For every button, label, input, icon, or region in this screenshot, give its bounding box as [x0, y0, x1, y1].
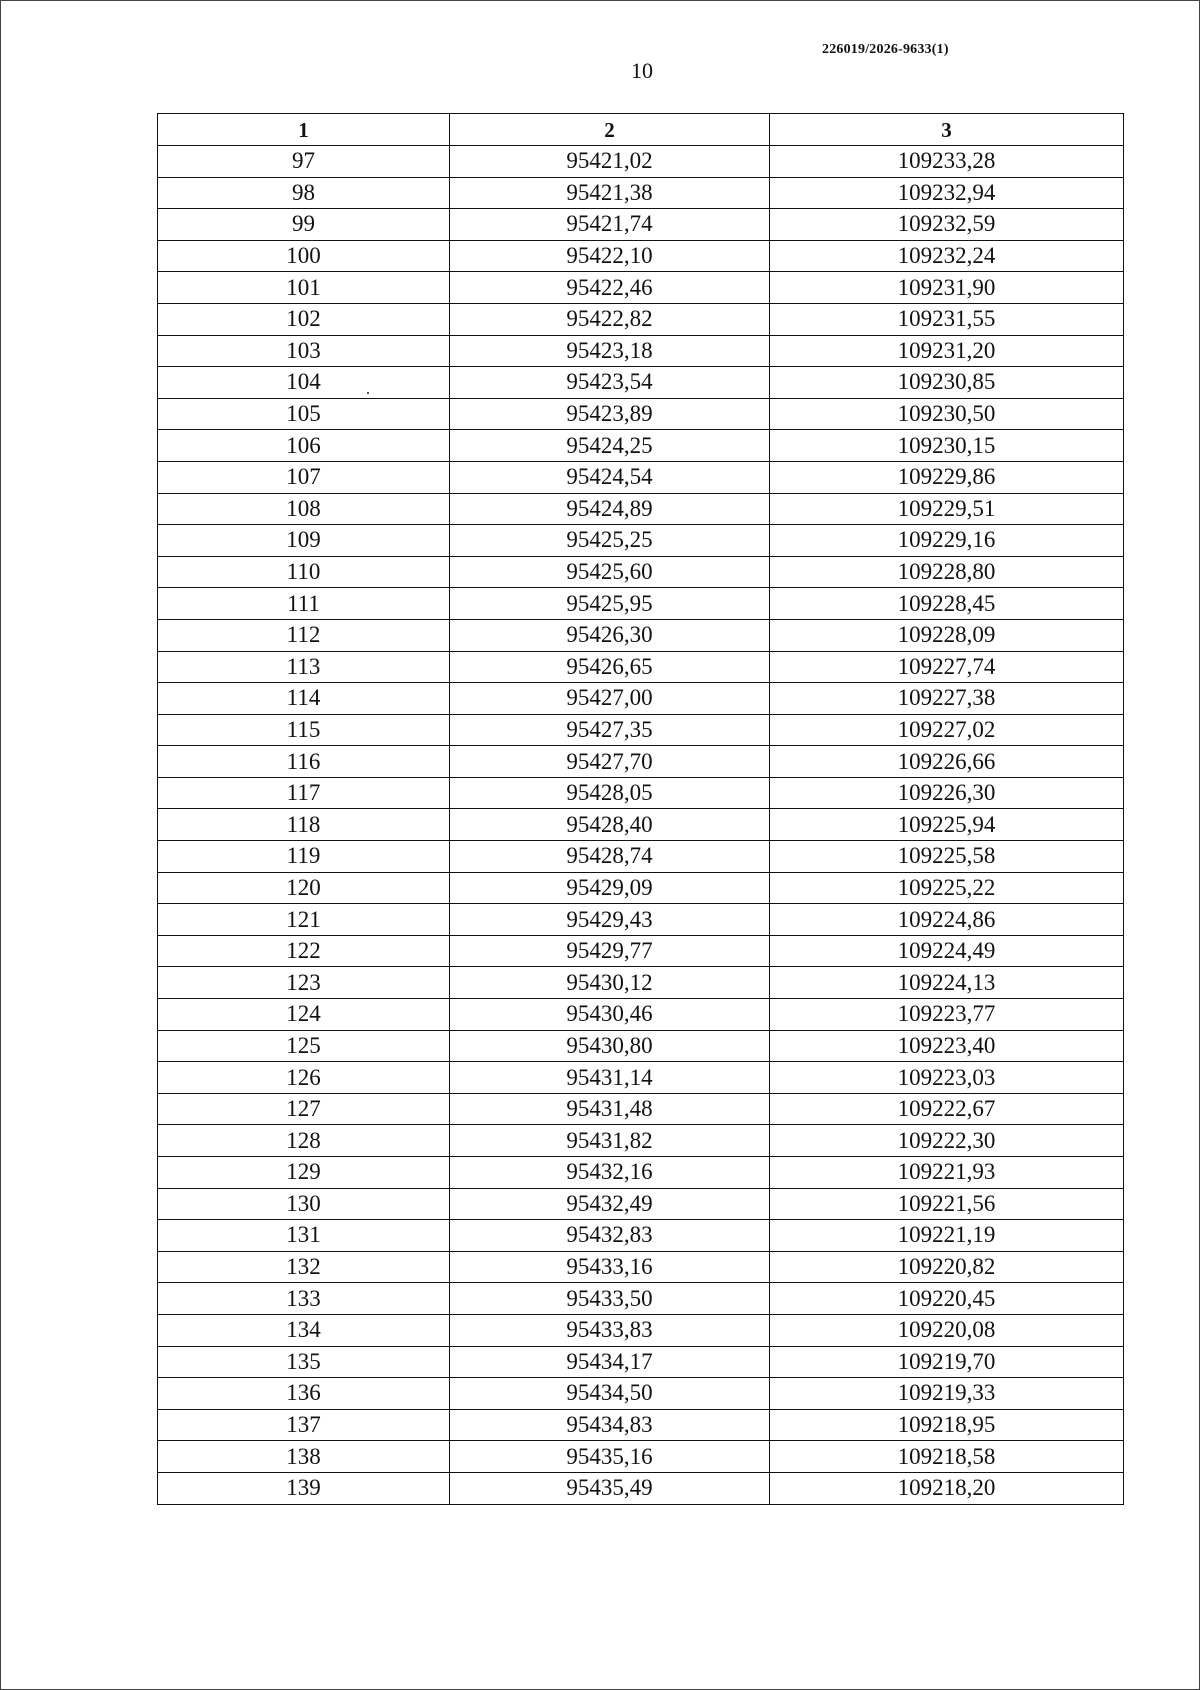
table-row — [158, 1220, 1124, 1252]
header-cell-3: 3 — [770, 114, 1124, 146]
y-coordinate-cell: 109228,09 — [770, 619, 1124, 651]
x-coordinate-cell: 95425,95 — [450, 588, 770, 620]
table-row — [158, 1125, 1124, 1157]
point-number-cell: 125 — [158, 1030, 450, 1062]
point-number-cell: 107 — [158, 461, 450, 493]
point-number-cell: 99 — [158, 209, 450, 241]
y-coordinate-cell: 109230,50 — [770, 398, 1124, 430]
x-coordinate-cell: 95431,14 — [450, 1062, 770, 1094]
y-coordinate-cell: 109227,74 — [770, 651, 1124, 683]
table-row — [158, 809, 1124, 841]
x-coordinate-cell: 95433,50 — [450, 1283, 770, 1315]
point-number-cell: 137 — [158, 1409, 450, 1441]
table-row — [158, 1472, 1124, 1504]
x-coordinate-cell: 95435,16 — [450, 1441, 770, 1473]
point-number-cell: 110 — [158, 556, 450, 588]
table-row — [158, 746, 1124, 778]
table-row — [158, 430, 1124, 462]
point-number-cell: 124 — [158, 999, 450, 1031]
table-row — [158, 1283, 1124, 1315]
point-number-cell: 115 — [158, 714, 450, 746]
x-coordinate-cell: 95421,74 — [450, 209, 770, 241]
table-row — [158, 1378, 1124, 1410]
table-row — [158, 619, 1124, 651]
y-coordinate-cell: 109231,55 — [770, 303, 1124, 335]
x-coordinate-cell: 95427,00 — [450, 683, 770, 715]
x-coordinate-cell: 95433,16 — [450, 1251, 770, 1283]
point-number-cell: 121 — [158, 904, 450, 936]
point-number-cell: 111 — [158, 588, 450, 620]
x-coordinate-cell: 95434,83 — [450, 1409, 770, 1441]
table-row — [158, 493, 1124, 525]
point-number-cell: 131 — [158, 1220, 450, 1252]
y-coordinate-cell: 109218,20 — [770, 1472, 1124, 1504]
table-row — [158, 240, 1124, 272]
point-number-cell: 126 — [158, 1062, 450, 1094]
x-coordinate-cell: 95432,83 — [450, 1220, 770, 1252]
y-coordinate-cell: 109233,28 — [770, 146, 1124, 178]
x-coordinate-cell: 95422,10 — [450, 240, 770, 272]
y-coordinate-cell: 109224,13 — [770, 967, 1124, 999]
y-coordinate-cell: 109232,94 — [770, 177, 1124, 209]
point-number-cell: 101 — [158, 272, 450, 304]
y-coordinate-cell: 109225,22 — [770, 872, 1124, 904]
y-coordinate-cell: 109222,67 — [770, 1093, 1124, 1125]
point-number-cell: 100 — [158, 240, 450, 272]
point-number-cell: 127 — [158, 1093, 450, 1125]
point-number-cell: 120 — [158, 872, 450, 904]
x-coordinate-cell: 95425,60 — [450, 556, 770, 588]
y-coordinate-cell: 109224,86 — [770, 904, 1124, 936]
y-coordinate-cell: 109231,20 — [770, 335, 1124, 367]
x-coordinate-cell: 95431,48 — [450, 1093, 770, 1125]
page-number: 10 — [631, 58, 653, 83]
point-number-cell: 108 — [158, 493, 450, 525]
x-coordinate-cell: 95426,30 — [450, 619, 770, 651]
table-row — [158, 209, 1124, 241]
table-row — [158, 1093, 1124, 1125]
x-coordinate-cell: 95428,40 — [450, 809, 770, 841]
y-coordinate-cell: 109222,30 — [770, 1125, 1124, 1157]
x-coordinate-cell: 95424,25 — [450, 430, 770, 462]
table-row — [158, 651, 1124, 683]
table-row — [158, 1441, 1124, 1473]
y-coordinate-cell: 109223,40 — [770, 1030, 1124, 1062]
coordinates-table — [157, 113, 1124, 1505]
point-number-cell: 122 — [158, 935, 450, 967]
table-row — [158, 1030, 1124, 1062]
table-row — [158, 1188, 1124, 1220]
point-number-cell: 130 — [158, 1188, 450, 1220]
table-header — [158, 114, 1124, 146]
y-coordinate-cell: 109223,77 — [770, 999, 1124, 1031]
table-row — [158, 303, 1124, 335]
point-number-cell: 114 — [158, 683, 450, 715]
table-row — [158, 367, 1124, 399]
table-row — [158, 1314, 1124, 1346]
y-coordinate-cell: 109227,02 — [770, 714, 1124, 746]
table-row — [158, 525, 1124, 557]
y-coordinate-cell: 109219,33 — [770, 1378, 1124, 1410]
y-coordinate-cell: 109218,58 — [770, 1441, 1124, 1473]
point-number-cell: 138 — [158, 1441, 450, 1473]
x-coordinate-cell: 95432,16 — [450, 1157, 770, 1189]
point-number-cell: 109 — [158, 525, 450, 557]
point-number-cell: 117 — [158, 777, 450, 809]
y-coordinate-cell: 109232,59 — [770, 209, 1124, 241]
y-coordinate-cell: 109218,95 — [770, 1409, 1124, 1441]
table-row — [158, 1157, 1124, 1189]
y-coordinate-cell: 109230,85 — [770, 367, 1124, 399]
x-coordinate-cell: 95427,35 — [450, 714, 770, 746]
x-coordinate-cell: 95426,65 — [450, 651, 770, 683]
x-coordinate-cell: 95430,46 — [450, 999, 770, 1031]
y-coordinate-cell: 109226,30 — [770, 777, 1124, 809]
x-coordinate-cell: 95433,83 — [450, 1314, 770, 1346]
point-number-cell: 134 — [158, 1314, 450, 1346]
y-coordinate-cell: 109221,93 — [770, 1157, 1124, 1189]
table-row — [158, 714, 1124, 746]
table-row — [158, 398, 1124, 430]
point-number-cell: 118 — [158, 809, 450, 841]
y-coordinate-cell: 109223,03 — [770, 1062, 1124, 1094]
table-row — [158, 146, 1124, 178]
y-coordinate-cell: 109220,82 — [770, 1251, 1124, 1283]
point-number-cell: 103 — [158, 335, 450, 367]
point-number-cell: 123 — [158, 967, 450, 999]
y-coordinate-cell: 109226,66 — [770, 746, 1124, 778]
x-coordinate-cell: 95421,02 — [450, 146, 770, 178]
x-coordinate-cell: 95424,54 — [450, 461, 770, 493]
table-row — [158, 588, 1124, 620]
x-coordinate-cell: 95429,77 — [450, 935, 770, 967]
x-coordinate-cell: 95425,25 — [450, 525, 770, 557]
table-row — [158, 1409, 1124, 1441]
point-number-cell: 132 — [158, 1251, 450, 1283]
table-row — [158, 777, 1124, 809]
table-row — [158, 872, 1124, 904]
table-row — [158, 335, 1124, 367]
point-number-cell: 97 — [158, 146, 450, 178]
y-coordinate-cell: 109225,58 — [770, 841, 1124, 873]
table-row — [158, 904, 1124, 936]
y-coordinate-cell: 109221,56 — [770, 1188, 1124, 1220]
y-coordinate-cell: 109219,70 — [770, 1346, 1124, 1378]
point-number-cell: 139 — [158, 1472, 450, 1504]
point-number-cell: 119 — [158, 841, 450, 873]
x-coordinate-cell: 95430,12 — [450, 967, 770, 999]
y-coordinate-cell: 109228,45 — [770, 588, 1124, 620]
document-id: 226019/2026-9633(1) — [822, 42, 949, 57]
point-number-cell: 105 — [158, 398, 450, 430]
x-coordinate-cell: 95434,17 — [450, 1346, 770, 1378]
x-coordinate-cell: 95427,70 — [450, 746, 770, 778]
point-number-cell: 128 — [158, 1125, 450, 1157]
table-row — [158, 1346, 1124, 1378]
x-coordinate-cell: 95435,49 — [450, 1472, 770, 1504]
table-row — [158, 935, 1124, 967]
point-number-cell: 133 — [158, 1283, 450, 1315]
x-coordinate-cell: 95431,82 — [450, 1125, 770, 1157]
y-coordinate-cell: 109229,86 — [770, 461, 1124, 493]
x-coordinate-cell: 95423,89 — [450, 398, 770, 430]
x-coordinate-cell: 95429,43 — [450, 904, 770, 936]
point-number-cell: 112 — [158, 619, 450, 651]
x-coordinate-cell: 95432,49 — [450, 1188, 770, 1220]
x-coordinate-cell: 95424,89 — [450, 493, 770, 525]
table-row — [158, 1062, 1124, 1094]
x-coordinate-cell: 95428,05 — [450, 777, 770, 809]
table-body — [158, 146, 1124, 1505]
table-row — [158, 999, 1124, 1031]
table-row — [158, 461, 1124, 493]
y-coordinate-cell: 109231,90 — [770, 272, 1124, 304]
table-row — [158, 556, 1124, 588]
x-coordinate-cell: 95423,54 — [450, 367, 770, 399]
y-coordinate-cell: 109221,19 — [770, 1220, 1124, 1252]
x-coordinate-cell: 95422,82 — [450, 303, 770, 335]
y-coordinate-cell: 109232,24 — [770, 240, 1124, 272]
header-row — [158, 114, 1124, 146]
y-coordinate-cell: 109227,38 — [770, 683, 1124, 715]
x-coordinate-cell: 95434,50 — [450, 1378, 770, 1410]
table-row — [158, 841, 1124, 873]
y-coordinate-cell: 109225,94 — [770, 809, 1124, 841]
x-coordinate-cell: 95428,74 — [450, 841, 770, 873]
table-row — [158, 272, 1124, 304]
y-coordinate-cell: 109228,80 — [770, 556, 1124, 588]
table-row — [158, 177, 1124, 209]
y-coordinate-cell: 109220,45 — [770, 1283, 1124, 1315]
point-number-cell: 102 — [158, 303, 450, 335]
header-cell-2: 2 — [450, 114, 770, 146]
point-number-cell: 98 — [158, 177, 450, 209]
point-number-cell: 104 — [158, 367, 450, 399]
table-row — [158, 683, 1124, 715]
x-coordinate-cell: 95429,09 — [450, 872, 770, 904]
point-number-cell: 129 — [158, 1157, 450, 1189]
table-row — [158, 967, 1124, 999]
y-coordinate-cell: 109229,16 — [770, 525, 1124, 557]
y-coordinate-cell: 109229,51 — [770, 493, 1124, 525]
table-row — [158, 1251, 1124, 1283]
header-cell-1: 1 — [158, 114, 450, 146]
x-coordinate-cell: 95422,46 — [450, 272, 770, 304]
point-number-cell: 113 — [158, 651, 450, 683]
x-coordinate-cell: 95430,80 — [450, 1030, 770, 1062]
point-number-cell: 135 — [158, 1346, 450, 1378]
x-coordinate-cell: 95423,18 — [450, 335, 770, 367]
y-coordinate-cell: 109220,08 — [770, 1314, 1124, 1346]
point-number-cell: 116 — [158, 746, 450, 778]
point-number-cell: 106 — [158, 430, 450, 462]
y-coordinate-cell: 109224,49 — [770, 935, 1124, 967]
point-number-cell: 136 — [158, 1378, 450, 1410]
y-coordinate-cell: 109230,15 — [770, 430, 1124, 462]
x-coordinate-cell: 95421,38 — [450, 177, 770, 209]
